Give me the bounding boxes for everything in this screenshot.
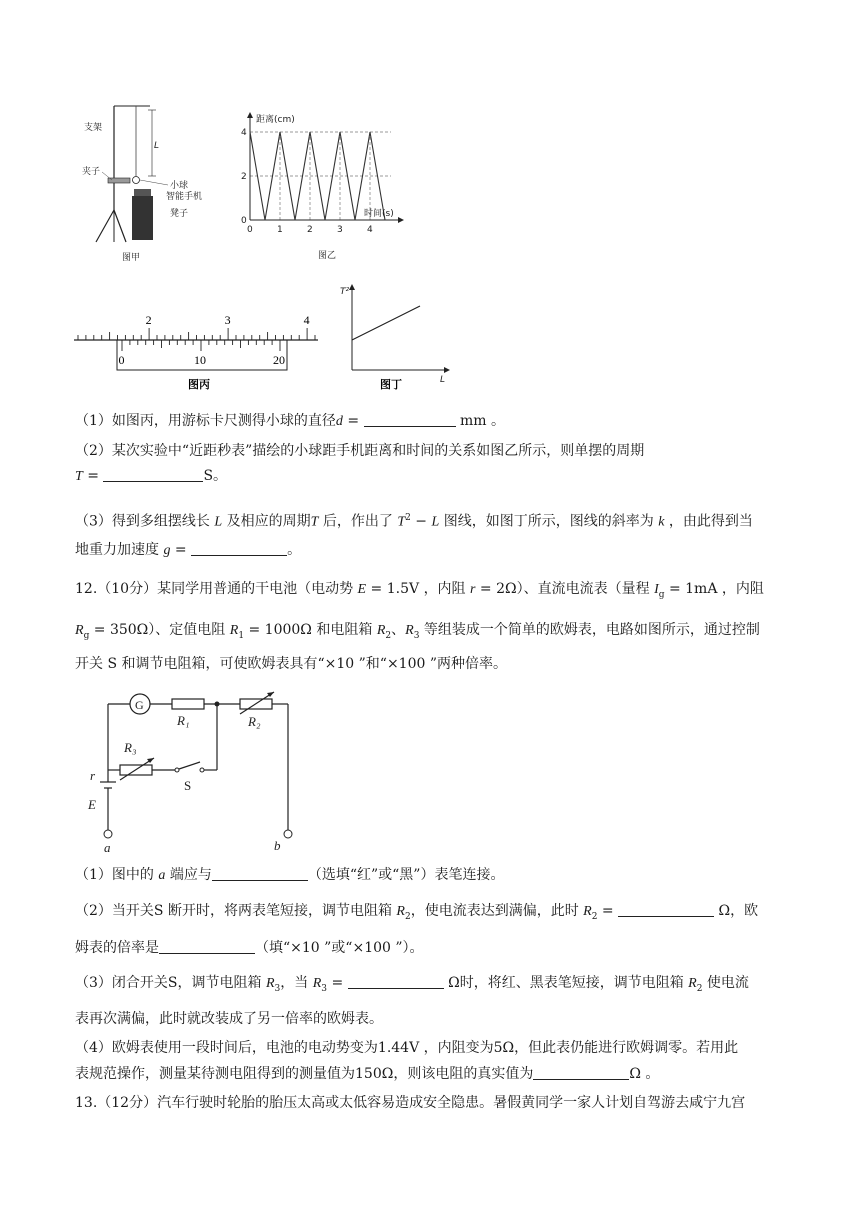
figure-bing-caption: 图丙 xyxy=(188,378,210,391)
label-R3: R₃ xyxy=(124,740,137,755)
answer-blank-R3[interactable] xyxy=(348,973,444,989)
phone-shape xyxy=(134,189,151,196)
label-clip: 夹子 xyxy=(82,167,101,177)
answer-blank-multiplier[interactable] xyxy=(159,938,255,954)
label-stand: 支架 xyxy=(84,123,103,133)
answer-blank-g[interactable] xyxy=(191,540,287,556)
q13-intro: 13.（12分）汽车行驶时轮胎的胎压太高或太低容易造成安全隐患。暑假黄同学一家人计划自驾游去咸宁九宫 xyxy=(75,1095,746,1111)
figure-ding-chart xyxy=(336,282,456,392)
q12-part2: （2）当开关S 断开时，将两表笔短接，调节电阻箱 $R_2$，使电流表达到满偏，此时 $R_2 = \Omega$，欧 xyxy=(75,903,759,922)
vernier-scale-label: 10 xyxy=(194,353,206,367)
y-tick-label: 4 xyxy=(241,128,247,138)
label-S: S xyxy=(184,778,192,793)
q12-intro-2: $R_g = 350\Omega$）、定值电阻 $R_1 = 1000\Omega$ 和电阻箱 $R_2$、$R_3$ 等组装成一个简单的欧姆表，电路如图所示，通过控制 xyxy=(75,622,760,641)
label-a: a xyxy=(104,840,111,855)
answer-blank-R2[interactable] xyxy=(618,901,714,917)
series-line-T2-L xyxy=(352,306,420,340)
label-r: r xyxy=(90,768,96,783)
x-tick-label: 1 xyxy=(277,225,283,235)
label-E: E xyxy=(88,797,96,812)
x-axis-label: L xyxy=(440,375,446,385)
terminal-a[interactable] xyxy=(104,830,112,838)
q12-part2-cont: 姆表的倍率是 （填“×10 ”或“×100 ”）。 xyxy=(75,940,424,956)
resistor-R1 xyxy=(172,699,204,709)
figure-yi-chart xyxy=(236,112,416,262)
vernier-scale-label: 20 xyxy=(273,353,285,367)
figure-jia xyxy=(78,100,233,265)
label-ball: 小球 xyxy=(170,181,189,191)
x-tick-label: 3 xyxy=(337,225,343,235)
stool-shape xyxy=(132,196,153,240)
q11-part3: （3）得到多组摆线长 L 及相应的周期T 后，作出了 $T^2 - L$ 图线，如图丁所示，图线的斜率为 k ，由此得到当 xyxy=(75,513,753,530)
clip-shape xyxy=(108,178,130,183)
vernier-scale-label: 0 xyxy=(118,353,125,367)
q11-part2-cont: T = S。 xyxy=(75,468,228,484)
q12-intro-3: 开关 S 和调节电阻箱，可使欧姆表具有“×10 ”和“×100 ”两种倍率。 xyxy=(75,656,508,672)
q12-part4: （4）欧姆表使用一段时间后，电池的电动势变为1.44V ，内阻变为5Ω，但此表仍能进行欧姆调零。若用此 xyxy=(75,1040,739,1056)
main-scale-label: 3 xyxy=(224,313,231,327)
label-R2: R₂ xyxy=(248,714,261,729)
answer-blank-true-resistance[interactable] xyxy=(533,1064,629,1080)
label-b: b xyxy=(274,838,281,853)
x-tick-label: 4 xyxy=(367,225,373,235)
figure-bing-caliper xyxy=(72,312,322,392)
figure-yi-caption: 图乙 xyxy=(318,251,337,261)
y-tick-label: 2 xyxy=(241,172,247,182)
q12-part1: （1）图中的 a 端应与 （选填“红”或“黑”）表笔连接。 xyxy=(75,867,505,883)
answer-blank-d[interactable] xyxy=(364,411,456,427)
y-axis-label: T² xyxy=(340,287,350,297)
main-scale-label: 2 xyxy=(145,313,152,327)
y-tick-label: 0 xyxy=(241,216,247,226)
terminal-b[interactable] xyxy=(284,830,292,838)
ball-shape xyxy=(133,177,140,184)
q11-part1: （1）如图丙，用游标卡尺测得小球的直径d = mm 。 xyxy=(75,413,505,429)
answer-blank-T[interactable] xyxy=(103,466,203,482)
label-R1: R₁ xyxy=(177,713,190,728)
q11-part2: （2）某次实验中“近距秒表”描绘的小球距手机距离和时间的关系如图乙所示，则单摆的周期 xyxy=(75,443,645,459)
answer-blank-pen-color[interactable] xyxy=(212,865,308,881)
x-tick-label: 2 xyxy=(307,225,313,235)
q12-part4-cont: 表规范操作，测量某待测电阻得到的测量值为150Ω，则该电阻的真实值为 Ω 。 xyxy=(75,1066,660,1082)
q12-part3: （3）闭合开关S，调节电阻箱 $R_3$，当 $R_3 = \Omega$时，将红、黑表笔短接，调节电阻箱 $R_2$ 使电流 xyxy=(75,975,749,994)
ohmmeter-circuit xyxy=(80,688,305,856)
switch-S[interactable] xyxy=(179,762,200,769)
q12-part3-cont: 表再次满偏，此时就改装成了另一倍率的欧姆表。 xyxy=(75,1011,383,1027)
y-axis-label: 距离(cm) xyxy=(256,115,295,125)
label-stool: 凳子 xyxy=(170,209,189,219)
x-axis-label: 时间(s) xyxy=(364,209,394,219)
figure-ding-caption: 图丁 xyxy=(380,378,402,391)
label-G: G xyxy=(135,698,144,712)
q12-intro-1: 12.（10分）某同学用普通的干电池（电动势 E = 1.5V ，内阻 r = 2Ω）、直流电流表（量程 $I_g = 1mA$ ，内阻 xyxy=(75,581,764,600)
label-phone: 智能手机 xyxy=(166,192,203,202)
main-scale-label: 4 xyxy=(303,313,310,327)
x-tick-label: 0 xyxy=(247,225,253,235)
q11-part3-cont: 地重力加速度 g = 。 xyxy=(75,542,302,558)
label-L: L xyxy=(154,141,160,151)
figure-jia-caption: 图甲 xyxy=(122,253,141,263)
